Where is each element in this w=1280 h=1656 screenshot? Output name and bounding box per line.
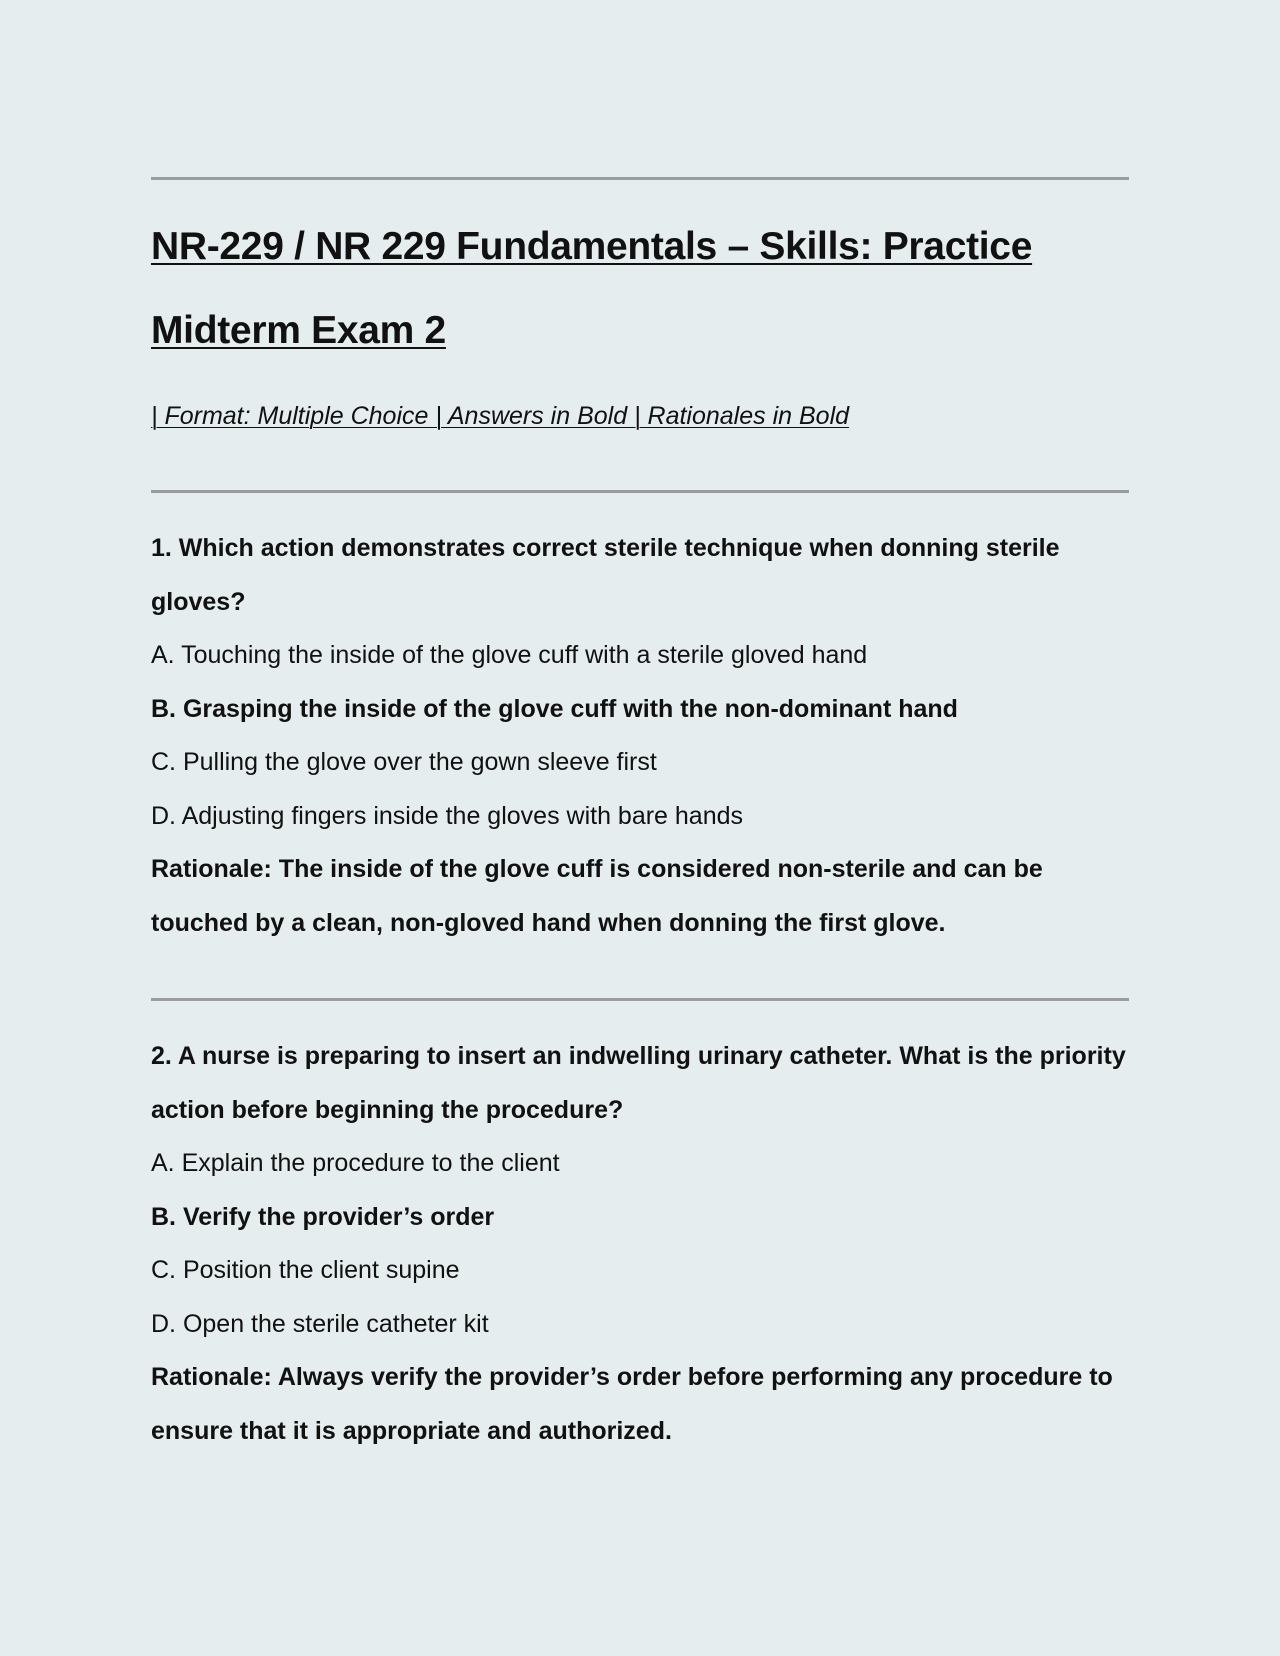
- question-1: [151, 522, 1129, 950]
- divider-after-header: [151, 490, 1129, 493]
- answer-option-c: C. Position the client supine: [151, 1256, 460, 1284]
- answer-option-c: C. Pulling the glove over the gown sleeve first: [151, 748, 657, 776]
- divider-top: [151, 177, 1129, 180]
- document-subtitle: | Format: Multiple Choice | Answers in Bold | Rationales in Bold: [151, 402, 850, 430]
- answer-option-d: D. Adjusting fingers inside the gloves with bare hands: [151, 801, 744, 830]
- question-rationale: Rationale: Always verify the provider’s order before performing any procedure to ensure that it is appropriate and authorized.: [151, 1363, 1113, 1445]
- answer-option-d: D. Open the sterile catheter kit: [151, 1309, 489, 1338]
- question-stem: 2. A nurse is preparing to insert an indwelling urinary catheter. What is the priority action before beginning the procedure?: [151, 1042, 1126, 1124]
- answer-option-a: A. Touching the inside of the glove cuff with a sterile gloved hand: [151, 641, 868, 669]
- answer-option-a: A. Explain the procedure to the client: [151, 1149, 560, 1177]
- document-title: NR-229 / NR 229 Fundamentals – Skills: Practice Midterm Exam 2: [151, 225, 1033, 352]
- answer-option-b-correct: B. Verify the provider’s order: [151, 1202, 495, 1231]
- divider-between-questions: [151, 998, 1129, 1001]
- question-stem: 1. Which action demonstrates correct sterile technique when donning sterile gloves?: [151, 534, 1060, 616]
- question-rationale: Rationale: The inside of the glove cuff is considered non-sterile and can be touched by a clean, non-gloved hand when donning the first glove.: [151, 855, 1043, 937]
- question-2: [151, 1030, 1129, 1458]
- answer-option-b-correct: B. Grasping the inside of the glove cuff with the non-dominant hand: [151, 694, 958, 723]
